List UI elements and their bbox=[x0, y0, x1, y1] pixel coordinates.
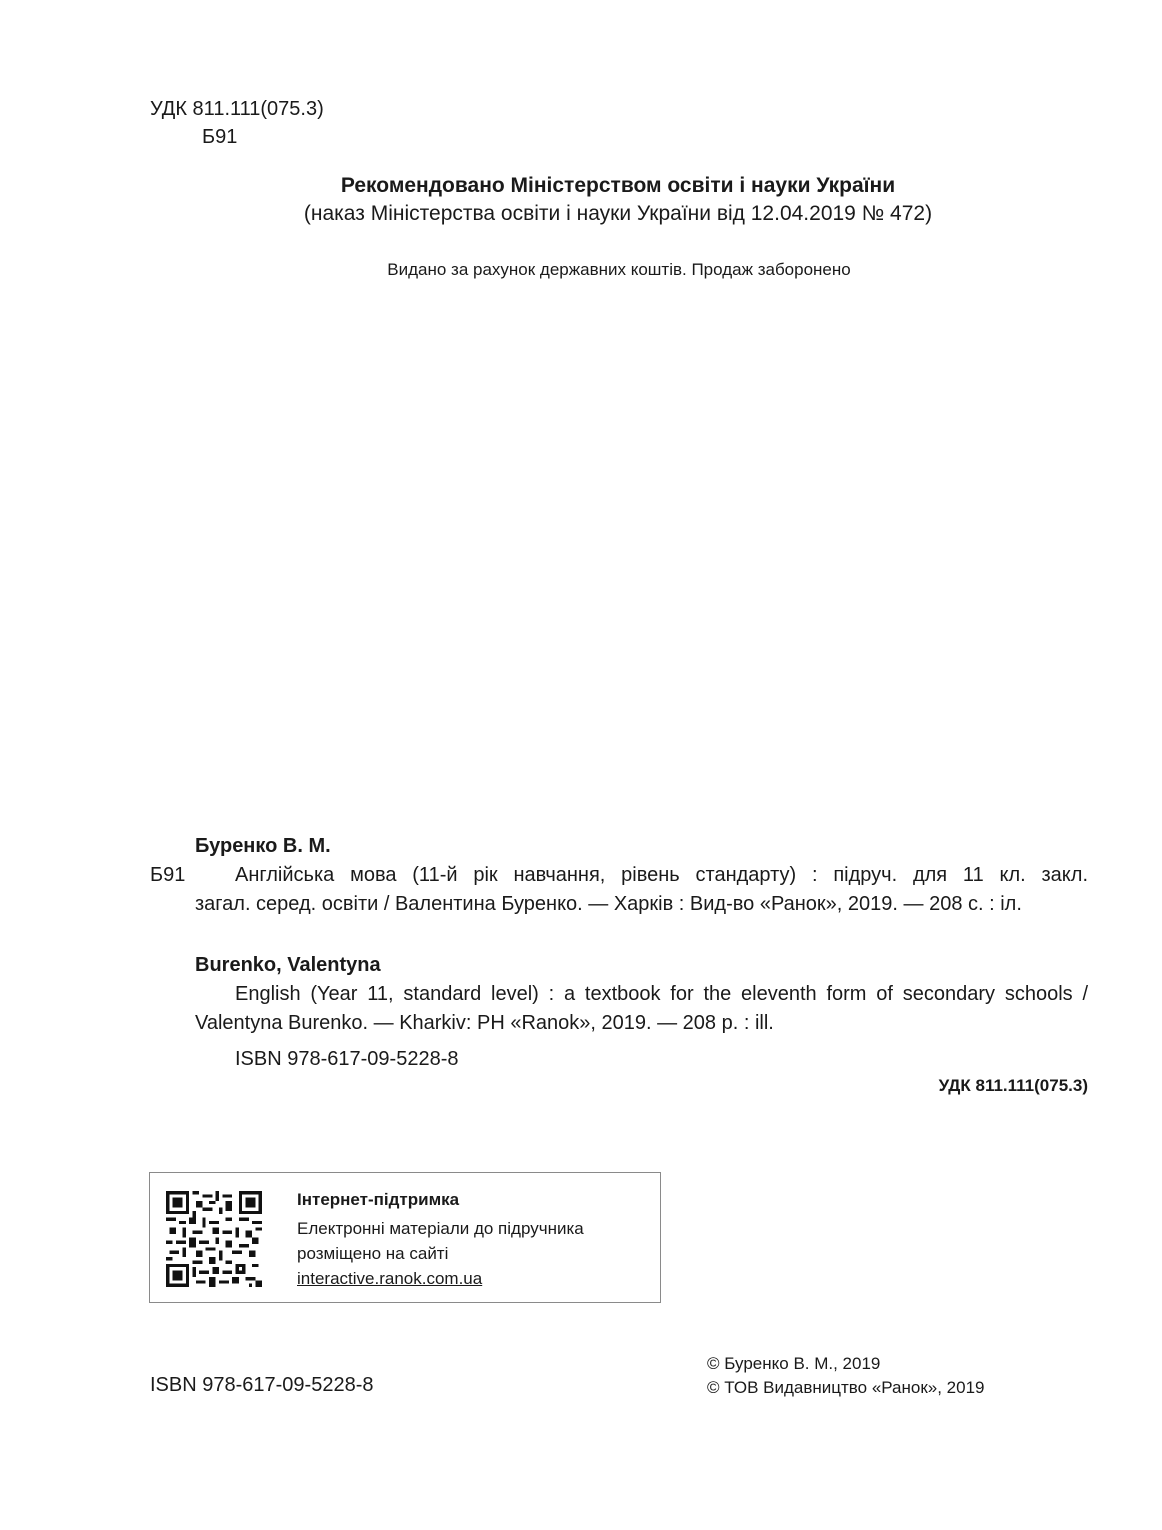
copyright-author: © Буренко В. М., 2019 bbox=[707, 1354, 881, 1373]
catalog-author-uk: Буренко В. М. bbox=[195, 835, 331, 857]
catalog-text-en-2: Valentyna Burenko. — Kharkiv: PH «Ranok», 2019. — 208 p. : ill. bbox=[195, 1012, 774, 1034]
recommendation-title: Рекомендовано Міністерством освіти і науки України bbox=[340, 174, 896, 197]
internet-support-box bbox=[149, 1172, 661, 1303]
support-line-2: розміщено на сайті bbox=[297, 1244, 449, 1263]
recommendation-block bbox=[0, 172, 1162, 228]
isbn-entry: ISBN 978-617-09-5228-8 bbox=[235, 1048, 459, 1070]
udk-code: УДК 811.111(075.3) bbox=[150, 98, 324, 120]
copyright-block bbox=[707, 1352, 985, 1400]
support-text bbox=[297, 1187, 584, 1291]
support-link[interactable]: interactive.ranok.com.ua bbox=[297, 1269, 483, 1288]
isbn-bottom: ISBN 978-617-09-5228-8 bbox=[150, 1374, 374, 1396]
recommendation-order: (наказ Міністерства освіти і науки України від 12.04.2019 № 472) bbox=[303, 202, 933, 225]
catalog-line bbox=[150, 861, 1088, 890]
cutter-number: Б91 bbox=[202, 126, 238, 148]
catalog-text-1: Англійська мова (11-й рік навчання, рівень стандарту) : підруч. для 11 кл. закл. bbox=[235, 864, 1088, 886]
udk-bottom: УДК 811.111(075.3) bbox=[938, 1076, 1088, 1095]
qr-code-icon[interactable] bbox=[166, 1191, 262, 1287]
catalog-entry-uk bbox=[150, 832, 1088, 919]
published-note: Видано за рахунок державних коштів. Продаж заборонено bbox=[387, 260, 851, 279]
copyright-publisher: © ТОВ Видавництво «Ранок», 2019 bbox=[707, 1378, 985, 1397]
support-title: Інтернет-підтримка bbox=[297, 1190, 460, 1209]
catalog-author-en: Burenko, Valentyna bbox=[195, 954, 381, 976]
catalog-entry-en bbox=[150, 951, 1088, 1038]
catalog-cutter: Б91 bbox=[150, 864, 186, 886]
catalog-text-en-1: English (Year 11, standard level) : a textbook for the eleventh form of secondary schools / bbox=[235, 983, 1088, 1005]
support-line-1: Електронні матеріали до підручника bbox=[297, 1219, 584, 1238]
catalog-text-2: загал. серед. освіти / Валентина Буренко. — Харків : Вид-во «Ранок», 2019. — 208 с. : іл. bbox=[195, 893, 1022, 915]
